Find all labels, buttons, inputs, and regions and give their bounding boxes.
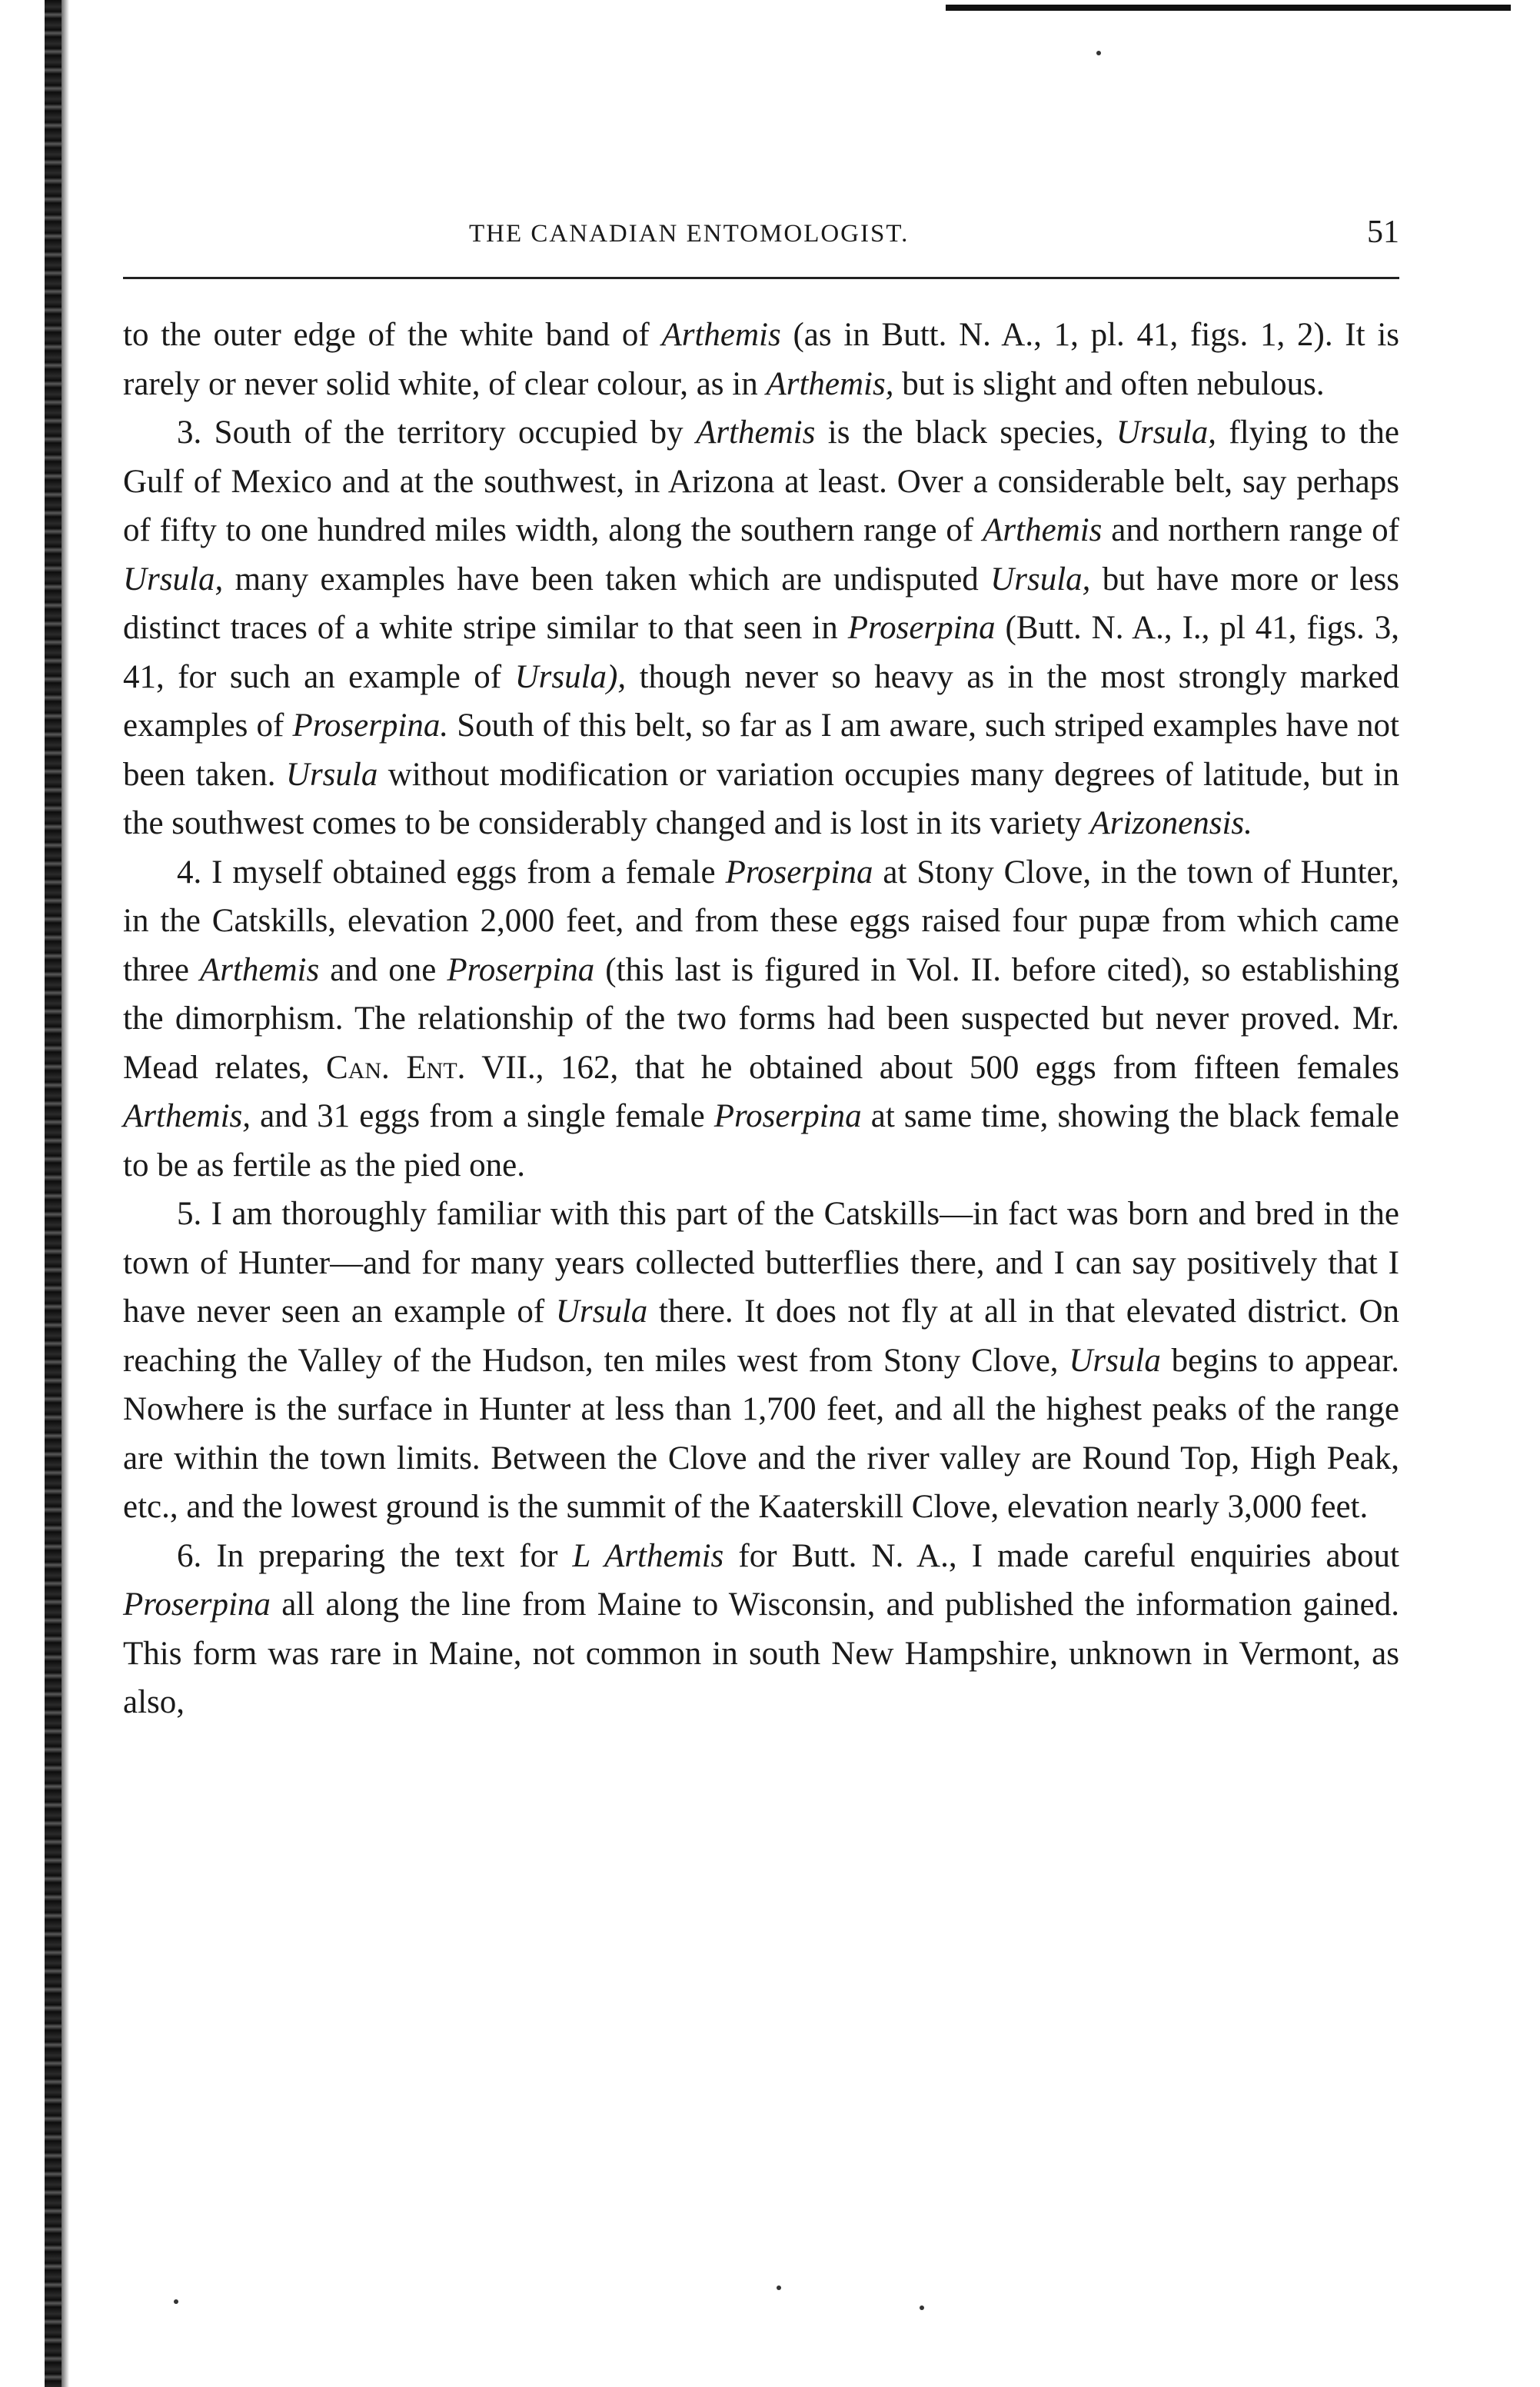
paragraph-1 — [123, 311, 1399, 408]
italic-text-segment: L Arthemis — [572, 1537, 724, 1574]
text-segment: (this last is figured in Vol. II. before cited), so establishing the dimorphism. The relationship of the two forms had been suspected but never proved. Mr. Mead relates, — [123, 951, 1400, 1086]
italic-text-segment: Ursula), — [514, 658, 627, 695]
running-head: THE CANADIAN ENTOMOLOGIST. — [469, 220, 910, 248]
italic-text-segment: Arthemis, — [123, 1098, 251, 1134]
binding-edge — [45, 0, 62, 2387]
italic-text-segment: Arthemis, — [766, 365, 894, 402]
italic-text-segment: Arthemis — [661, 317, 781, 353]
italic-text-segment: Proserpina — [123, 1586, 271, 1623]
page-header — [123, 214, 1399, 260]
italic-text-segment: Proserpina. — [292, 707, 449, 744]
scan-speck — [777, 2285, 781, 2290]
text-segment: but is slight and often nebulous. — [893, 365, 1325, 402]
small-caps-text-segment: Can. Ent. — [326, 1049, 466, 1086]
italic-text-segment: Ursula — [555, 1293, 648, 1330]
paragraph-4 — [123, 848, 1399, 1190]
text-segment: begins to appear. Nowhere is the surface in Hunter at less than 1,700 feet, and all the highest peaks of the range are within the town limits. Between the Clove and the river valley are Round Top, High Peak, etc., and the lowest ground is the summit of the Kaaterskill Clove, elevation nearly 3,000 feet. — [123, 1342, 1399, 1525]
italic-text-segment: Proserpina — [725, 854, 873, 891]
header-rule — [123, 277, 1399, 279]
text-segment: 6. In preparing the text for — [177, 1537, 573, 1574]
text-segment: without modification or variation occupies many degrees of latitude, but in the southwest comes to be considerably changed and is lost in its variety — [123, 756, 1399, 841]
text-segment: though never so heavy as in the most strongly marked examples of — [123, 658, 1399, 744]
binding-shadow — [62, 0, 69, 2387]
text-segment: (Butt. N. A., I., pl 41, figs. 3, 41, for such an example of — [123, 610, 1399, 695]
text-segment: for Butt. N. A., I made careful enquiries about — [723, 1537, 1399, 1574]
paragraph-5 — [123, 1190, 1399, 1532]
text-segment: 4. I myself obtained eggs from a female — [177, 854, 726, 891]
italic-text-segment: Ursula, — [123, 561, 224, 598]
text-segment: at same time, showing the black female to be as fertile as the pied one. — [123, 1098, 1399, 1184]
italic-text-segment: Ursula — [1069, 1342, 1161, 1379]
text-segment: VII., 162, that he obtained about 500 eggs from fifteen females — [465, 1049, 1400, 1086]
italic-text-segment: Proserpina — [447, 951, 595, 988]
text-segment: 3. South of the territory occupied by — [177, 414, 697, 451]
text-segment: at Stony Clove, in the town of Hunter, in the Catskills, elevation 2,000 feet, and from these eggs raised four pupæ from which came three — [123, 854, 1399, 988]
italic-text-segment: Ursula, — [990, 561, 1091, 598]
italic-text-segment: Ursula — [285, 756, 378, 793]
italic-text-segment: Proserpina — [713, 1098, 862, 1134]
scan-speck — [920, 2305, 924, 2310]
text-segment: and northern range of — [1102, 512, 1399, 548]
text-segment: and one — [319, 951, 447, 988]
scan-speck — [1096, 51, 1101, 55]
scan-speck — [174, 2299, 178, 2304]
text-segment: to the outer edge of the white band of — [123, 317, 662, 353]
italic-text-segment: Arthemis — [199, 951, 320, 988]
text-segment: is the black species, — [815, 414, 1116, 451]
italic-text-segment: Proserpina — [847, 610, 996, 646]
italic-text-segment: Ursula, — [1116, 414, 1216, 451]
text-segment: but have more or less distinct traces of a white stripe similar to that seen in — [123, 561, 1399, 646]
paragraph-3 — [123, 408, 1399, 848]
text-segment: many examples have been taken which are undisputed — [223, 561, 991, 598]
page-number: 51 — [1367, 215, 1399, 250]
text-segment: (as in Butt. N. A., 1, pl. 41, figs. 1, 2). It is rarely or never solid white, of clear colour, as in — [123, 317, 1399, 402]
body-text — [123, 311, 1399, 1727]
text-segment: 5. I am thoroughly familiar with this part of the Catskills—in fact was born and bred in the town of Hunter—and for many years collected butterflies there, and I can say positively that I have never seen an example of — [123, 1196, 1399, 1330]
italic-text-segment: Arthemis — [696, 414, 816, 451]
italic-text-segment: Arizonensis. — [1089, 805, 1252, 841]
paragraph-6 — [123, 1532, 1399, 1727]
text-segment: all along the line from Maine to Wisconsin, and published the information gained. This form was rare in Maine, not common in south New Hampshire, unknown in Vermont, as also, — [123, 1586, 1399, 1720]
top-edge-rule — [946, 5, 1511, 11]
text-segment: flying to the Gulf of Mexico and at the southwest, in Arizona at least. Over a considerable belt, say perhaps of fifty to one hundred miles width, along the southern range of — [123, 414, 1399, 548]
text-segment: South of this belt, so far as I am aware, such striped examples have not been taken. — [123, 707, 1399, 793]
text-segment: there. It does not fly at all in that elevated district. On reaching the Valley of the Hudson, ten miles west from Stony Clove, — [123, 1293, 1399, 1379]
italic-text-segment: Arthemis — [983, 512, 1103, 548]
text-segment: and 31 eggs from a single female — [251, 1098, 714, 1134]
